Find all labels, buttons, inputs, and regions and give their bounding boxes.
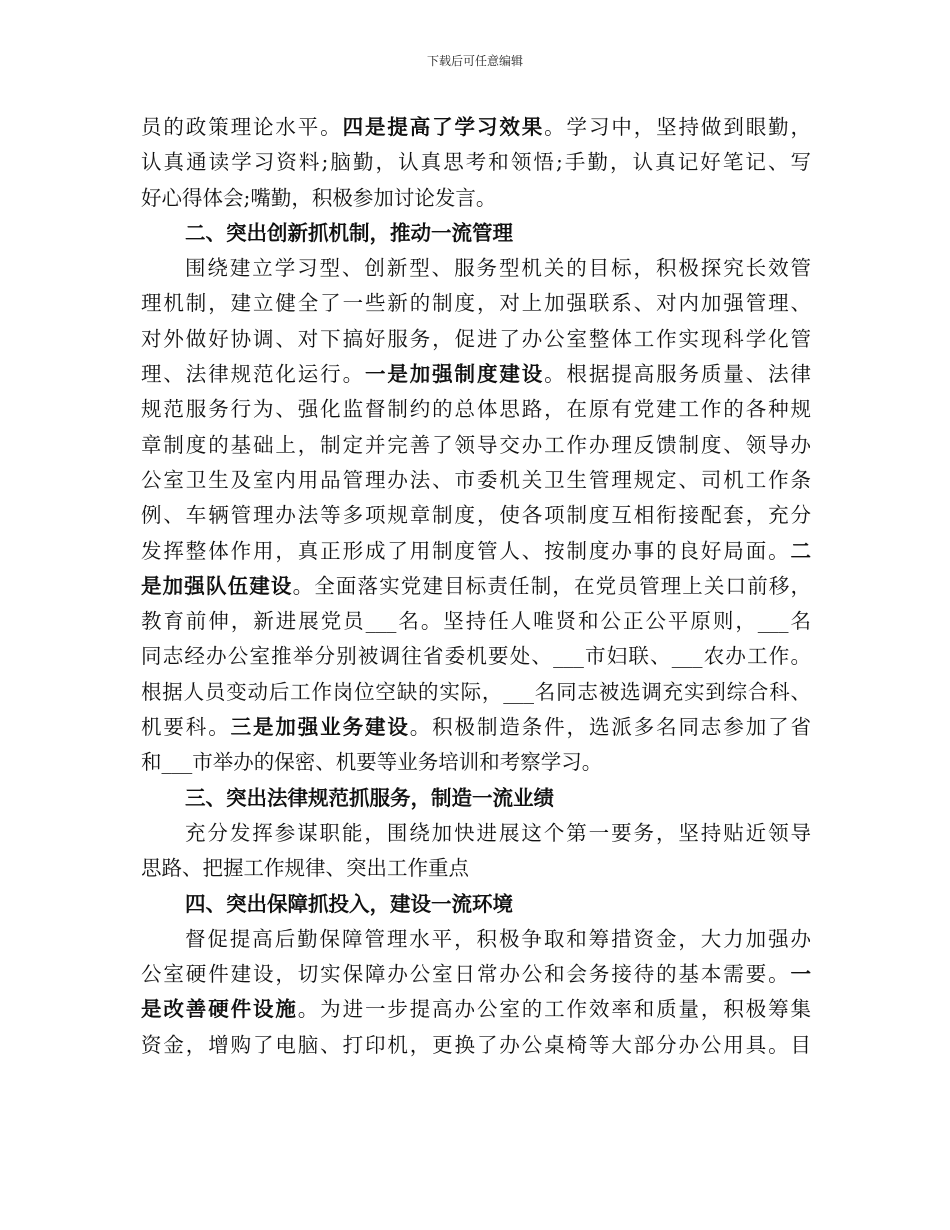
text-line: 督促提高后勤保障管理水平，积极争取和筹措资金，大力加强办 (185, 926, 811, 951)
text-line: 是加强队伍建设。全面落实党建目标责任制，在党员管理上关口前移， (141, 573, 812, 598)
text-line: 资金，增购了电脑、打印机，更换了办公桌椅等大部分办公用具。目 (141, 1032, 811, 1057)
section-heading-3: 三、突出法律规范抓服务，制造一流业绩 (185, 785, 554, 810)
text-line: 章制度的基础上，制定并完善了领导交办工作办理反馈制度、领导办 (141, 432, 811, 457)
text-line: 规范服务行为、强化监督制约的总体思路，在原有党建工作的各种规 (141, 397, 811, 422)
text-line: 对外做好协调、对下搞好服务，促进了办公室整体工作实现科学化管 (141, 326, 811, 351)
text-line: 发挥整体作用，真正形成了用制度管人、按制度办事的良好局面。二 (141, 538, 811, 563)
text-line: 理机制，建立健全了一些新的制度，对上加强联系、对内加强管理、 (141, 291, 811, 316)
document-body (141, 110, 811, 1063)
text-line: 员的政策理论水平。四是提高了学习效果。学习中，坚持做到眼勤， (141, 115, 812, 139)
text-line: 认真通读学习资料;脑勤，认真思考和领悟;手勤，认真记好笔记、写 (141, 150, 811, 175)
text-line: 公室卫生及室内用品管理办法、市委机关卫生管理规定、司机工作条 (141, 467, 811, 492)
text-line: 好心得体会;嘴勤，积极参加讨论发言。 (141, 185, 497, 210)
page-header: 下载后可任意编辑 (426, 54, 523, 68)
text-line: 教育前伸，新进展党员___名。坚持任人唯贤和公正公平原则，___名 (141, 609, 811, 634)
text-line: 例、车辆管理办法等多项规章制度，使各项制度互相衔接配套，充分 (141, 503, 811, 528)
text-line: 理、法律规范化运行。一是加强制度建设。根据提高服务质量、法律 (141, 362, 812, 387)
text-line: 思路、把握工作规律、突出工作重点 (141, 856, 469, 881)
section-heading-2: 二、突出创新抓机制，推动一流管理 (185, 220, 513, 245)
text-line: 机要科。三是加强业务建设。积极制造条件，选派多名同志参加了省 (141, 715, 812, 740)
section-heading-4: 四、突出保障抓投入，建设一流环境 (185, 891, 513, 916)
text-line: 充分发挥参谋职能，围绕加快进展这个第一要务，坚持贴近领导 (185, 820, 811, 845)
text-line: 根据人员变动后工作岗位空缺的实际，___名同志被选调充实到综合科、 (141, 679, 811, 704)
text-line: 围绕建立学习型、创新型、服务型机关的目标，积极探究长效管 (185, 256, 811, 281)
text-line: 公室硬件建设，切实保障办公室日常办公和会务接待的基本需要。一 (141, 962, 811, 987)
text-line: 同志经办公室推举分别被调往省委机要处、___市妇联、___农办工作。 (141, 644, 811, 669)
text-line: 和___市举办的保密、机要等业务培训和考察学习。 (141, 750, 603, 775)
text-line: 是改善硬件设施。为进一步提高办公室的工作效率和质量，积极筹集 (141, 997, 812, 1022)
